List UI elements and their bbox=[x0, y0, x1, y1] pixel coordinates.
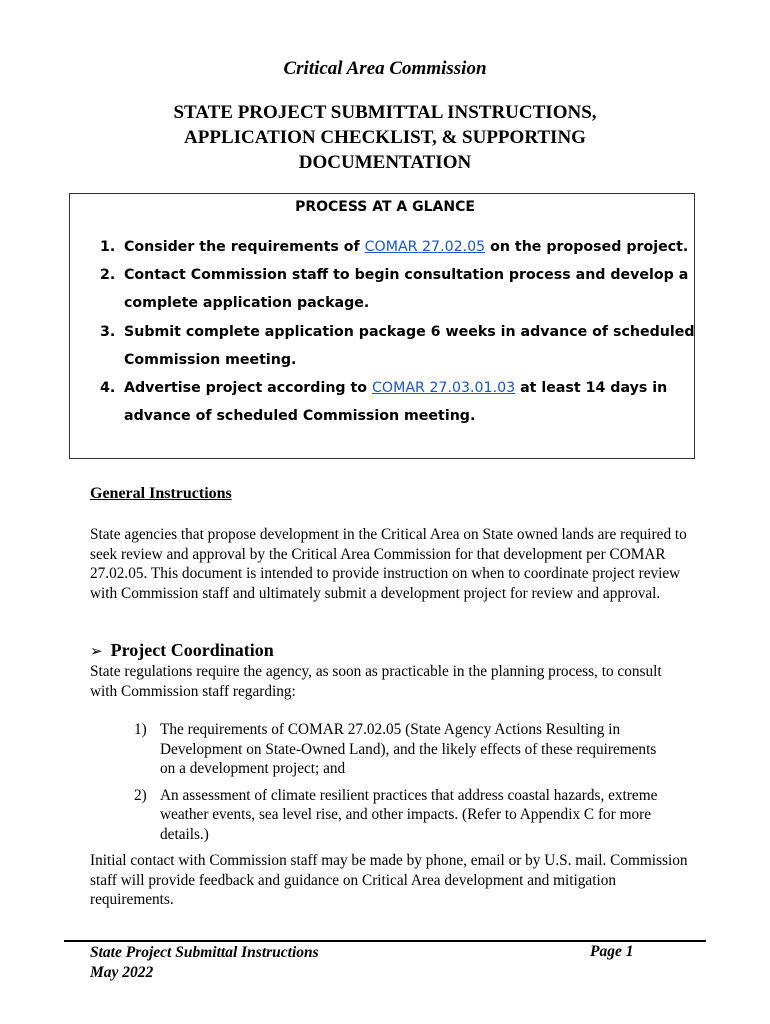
glance-item bbox=[96, 374, 696, 430]
glance-list bbox=[96, 233, 696, 430]
coordination-intro: State regulations require the agency, as soon as practicable in the planning process, to consult with Commission staff regarding: bbox=[90, 663, 662, 700]
glance-item-text: Contact Commission staff to begin consultation process and develop a complete application package. bbox=[124, 267, 689, 312]
list-item bbox=[134, 720, 674, 779]
list-item-text: An assessment of climate resilient practices that address coastal hazards, extreme weather events, sea level rise, and other impacts. (Refer to Appendix C for more details.) bbox=[160, 786, 658, 843]
glance-item-text: Advertise project according to bbox=[124, 380, 372, 397]
title-line-1: STATE PROJECT SUBMITTAL INSTRUCTIONS, bbox=[173, 102, 597, 123]
project-coordination-heading bbox=[90, 640, 274, 661]
footer-doc-title: State Project Submittal Instructions bbox=[90, 944, 319, 961]
glance-item-number: 1. bbox=[100, 239, 116, 255]
project-coordination-label: Project Coordination bbox=[110, 640, 274, 660]
list-item-number: 1) bbox=[134, 721, 147, 738]
glance-item bbox=[96, 318, 696, 374]
comar-27-03-01-03-link[interactable]: COMAR 27.03.01.03 bbox=[372, 380, 516, 397]
document-title bbox=[0, 100, 770, 175]
title-line-3: DOCUMENTATION bbox=[298, 152, 472, 173]
glance-item-number: 3. bbox=[100, 323, 116, 340]
arrow-bullet-icon: ➢ bbox=[90, 642, 103, 660]
glance-item-number: 4. bbox=[100, 380, 116, 397]
footer-left bbox=[90, 943, 319, 983]
glance-item-text: Consider the requirements of bbox=[124, 239, 365, 255]
coordination-closing: Initial contact with Commission staff may be made by phone, email or by U.S. mail. Commission staff will provide feedback and guidance on Critical Area development and mitigation requirements. bbox=[90, 852, 688, 909]
comar-27-02-05-link[interactable]: COMAR 27.02.05 bbox=[364, 239, 486, 255]
coordination-list bbox=[134, 720, 674, 852]
commission-name: Critical Area Commission bbox=[283, 58, 487, 79]
general-instructions-heading: General Instructions bbox=[90, 485, 232, 502]
title-line-2: APPLICATION CHECKLIST, & SUPPORTING bbox=[184, 127, 586, 148]
glance-item bbox=[96, 233, 696, 261]
footer-divider bbox=[64, 940, 706, 942]
footer-date: May 2022 bbox=[90, 964, 154, 981]
list-item-text: The requirements of COMAR 27.02.05 (State Agency Actions Resulting in Development on State-Owned Land), and the likely effects of these requirements on a development project; and bbox=[160, 721, 657, 778]
general-instructions-paragraph: State agencies that propose development in the Critical Area on State owned lands are required to seek review and approval by the Critical Area Commission for that development per COMAR 27.02.05. This document is intended to provide instruction on when to coordinate project review with Commission staff and ultimately submit a development project for review and approval. bbox=[90, 526, 687, 602]
glance-heading: PROCESS AT A GLANCE bbox=[295, 199, 475, 215]
glance-item bbox=[96, 261, 696, 317]
list-item-number: 2) bbox=[134, 786, 147, 804]
glance-item-text: Submit complete application package 6 weeks in advance of scheduled Commission meeting. bbox=[124, 323, 695, 368]
list-item bbox=[134, 786, 674, 845]
glance-item-number: 2. bbox=[100, 267, 116, 284]
page-number: Page 1 bbox=[590, 943, 634, 960]
glance-item-text: on the proposed project. bbox=[485, 239, 689, 255]
glance-item-text: at least 14 days in advance of scheduled Commission meeting. bbox=[124, 380, 668, 425]
